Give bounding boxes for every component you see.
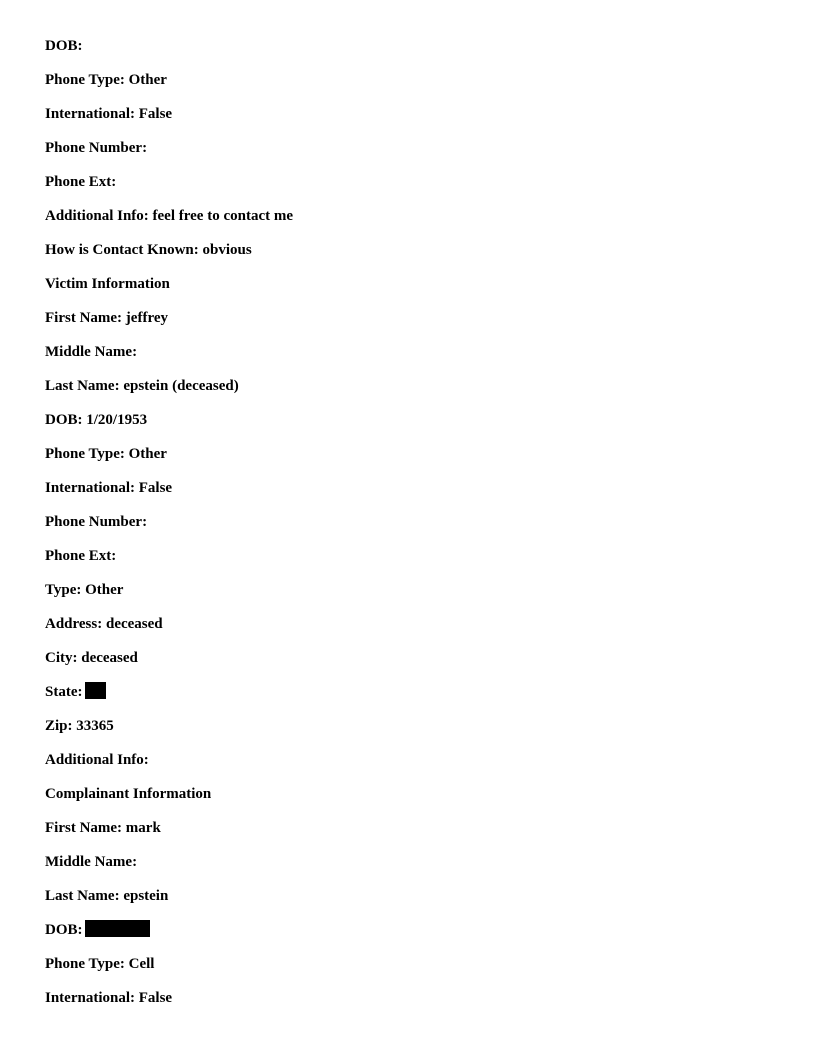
complainant-first-name-line: First Name: mark [45,820,161,836]
victim-additional-info-line: Additional Info: [45,752,149,768]
complainant-middle-name-line: Middle Name: [45,854,138,870]
victim-first-name-line: First Name: jeffrey [45,310,168,326]
state-redaction-box [85,682,106,699]
victim-type-line: Type: Other [45,582,124,598]
complainant-information-heading: Complainant Information [45,786,212,802]
complainant-last-name-line: Last Name: epstein [45,888,169,904]
dob-line: DOB: [45,38,83,54]
victim-last-name-line: Last Name: epstein (deceased) [45,378,239,394]
phone-ext-line: Phone Ext: [45,174,117,190]
complainant-phone-type-line: Phone Type: Cell [45,956,155,972]
international-line: International: False [45,106,173,122]
additional-info-line: Additional Info: feel free to contact me [45,208,293,224]
victim-address-line: Address: deceased [45,616,163,632]
contact-known-line: How is Contact Known: obvious [45,242,252,258]
complainant-dob-line [45,920,785,954]
victim-phone-number-line: Phone Number: [45,514,148,530]
victim-international-line: International: False [45,480,173,496]
dob-redaction-box [85,920,150,937]
victim-information-heading: Victim Information [45,276,170,292]
complainant-international-line: International: False [45,990,173,1006]
victim-zip-line: Zip: 33365 [45,718,114,734]
phone-type-line: Phone Type: Other [45,72,167,88]
victim-middle-name-line: Middle Name: [45,344,138,360]
victim-state-label: State: [45,684,83,700]
document-page [45,36,785,1022]
victim-dob-line: DOB: 1/20/1953 [45,412,148,428]
victim-phone-ext-line: Phone Ext: [45,548,117,564]
victim-city-line: City: deceased [45,650,138,666]
victim-phone-type-line: Phone Type: Other [45,446,167,462]
phone-number-line: Phone Number: [45,140,148,156]
victim-state-line [45,682,785,716]
complainant-dob-label: DOB: [45,922,83,938]
